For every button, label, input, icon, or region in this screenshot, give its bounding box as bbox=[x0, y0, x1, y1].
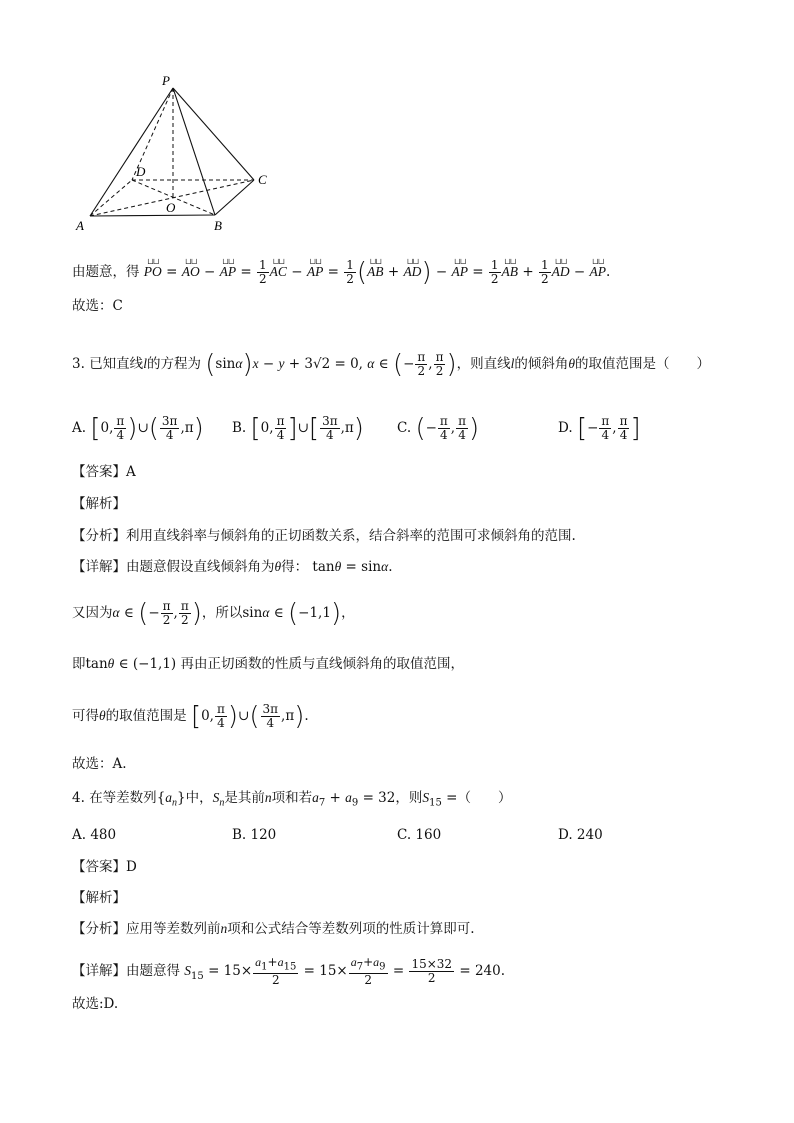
label-B: B bbox=[214, 218, 222, 233]
pyramid-figure bbox=[70, 72, 290, 237]
q3-option-a: A. [0, $\frac{\pi}{4}$ )∪( $\frac{3\pi}{4}$ ,π) bbox=[72, 413, 204, 444]
q4-fenxi: 【分析】应用等差数列前n项和公式结合等差数列项的性质计算即可. bbox=[72, 921, 475, 937]
q4-choose: 故选:D. bbox=[72, 996, 119, 1012]
q2-derivation: 由题意，得 ⊔⊔ PO = ⊔⊔ AO − ⊔⊔ AP = $\frac{1}{2}$ ⊔⊔ AC − ⊔⊔ AP = $\frac{1}{2}$ (⊔⊔ AB + ⊔⊔ AD) − ⊔⊔ AP = $\frac{1}{2}$ ⊔⊔ AB + $\frac{1}{2}$ ⊔⊔ AD − ⊔⊔ AP. bbox=[72, 259, 610, 286]
edge-PA bbox=[90, 88, 173, 216]
edge-BC bbox=[215, 180, 254, 215]
q4-option-c: C. 160 bbox=[397, 827, 442, 843]
label-A: A bbox=[76, 218, 84, 233]
label-C: C bbox=[258, 172, 267, 187]
q3-option-d: D. [− $\frac{\pi}{4}$ , $\frac{\pi}{4}$ ] bbox=[558, 413, 641, 444]
q3-options bbox=[72, 413, 772, 444]
q4-option-b: B. 120 bbox=[232, 827, 277, 843]
q3-line2: 又因为α ∈ (− $\frac{\pi}{2}$ , $\frac{\pi}{2}$ )，所以sinα ∈ (−1,1)， bbox=[72, 598, 355, 629]
label-D: D bbox=[136, 164, 146, 179]
label-O: O bbox=[166, 200, 176, 215]
edge-AD bbox=[90, 180, 132, 216]
q4-stem: 4. 在等差数列$\{a_n\}$中，$S_n$是其前n项和若$a_7 + a_9 = 32$，则$S_{15}$ =（ ） bbox=[72, 790, 512, 809]
q4-options bbox=[72, 825, 772, 845]
q4-option-a: A. 480 bbox=[72, 827, 117, 843]
q3-detail: 【详解】由题意假设直线倾斜角为θ得： tanθ = sinα. bbox=[72, 559, 393, 575]
q4-option-d: D. 240 bbox=[558, 827, 603, 843]
q3-option-b: B. [0, $\frac{\pi}{4}$ ]∪[ $\frac{3\pi}{4}$ ,π) bbox=[232, 413, 364, 444]
q3-stem: 3. 已知直线l的方程为 (sinα)x − y + 3√2 = 0, α ∈ (− $\frac{\pi}{2}$ , $\frac{\pi}{2}$ )，则直线l的倾斜角θ的取值范围是（ ） bbox=[72, 349, 711, 380]
label-P: P bbox=[162, 73, 170, 88]
edge-AB bbox=[90, 215, 215, 216]
q2-choose: 故选：C bbox=[72, 298, 123, 314]
q3-line4: 可得θ的取值范围是 [0, $\frac{\pi}{4}$ )∪( $\frac{3\pi}{4}$ ,π). bbox=[72, 701, 309, 732]
q3-answer: 【答案】A bbox=[72, 464, 136, 480]
q3-fenxi: 【分析】利用直线斜率与倾斜角的正切函数关系，结合斜率的范围可求倾斜角的范围. bbox=[72, 528, 576, 544]
q4-answer: 【答案】D bbox=[72, 859, 137, 875]
q3-line3: 即tanθ ∈ (−1,1) 再由正切函数的性质与直线倾斜角的取值范围， bbox=[72, 656, 464, 672]
q3-choose: 故选：A. bbox=[72, 756, 127, 772]
q4-analysis-tag: 【解析】 bbox=[72, 890, 126, 906]
q3-analysis-tag: 【解析】 bbox=[72, 496, 126, 512]
q3-option-c: C. (− $\frac{\pi}{4}$ , $\frac{\pi}{4}$ ) bbox=[397, 413, 480, 444]
edge-PC bbox=[173, 88, 254, 180]
q4-detail: 【详解】由题意得 $S_{15} = 15\times$ $\frac{a_1+a_{15}}{2}$ = 15× $\frac{a_7+a_9}{2}$ = $\frac{15\times 32}{2}$ = 240. bbox=[72, 955, 506, 988]
